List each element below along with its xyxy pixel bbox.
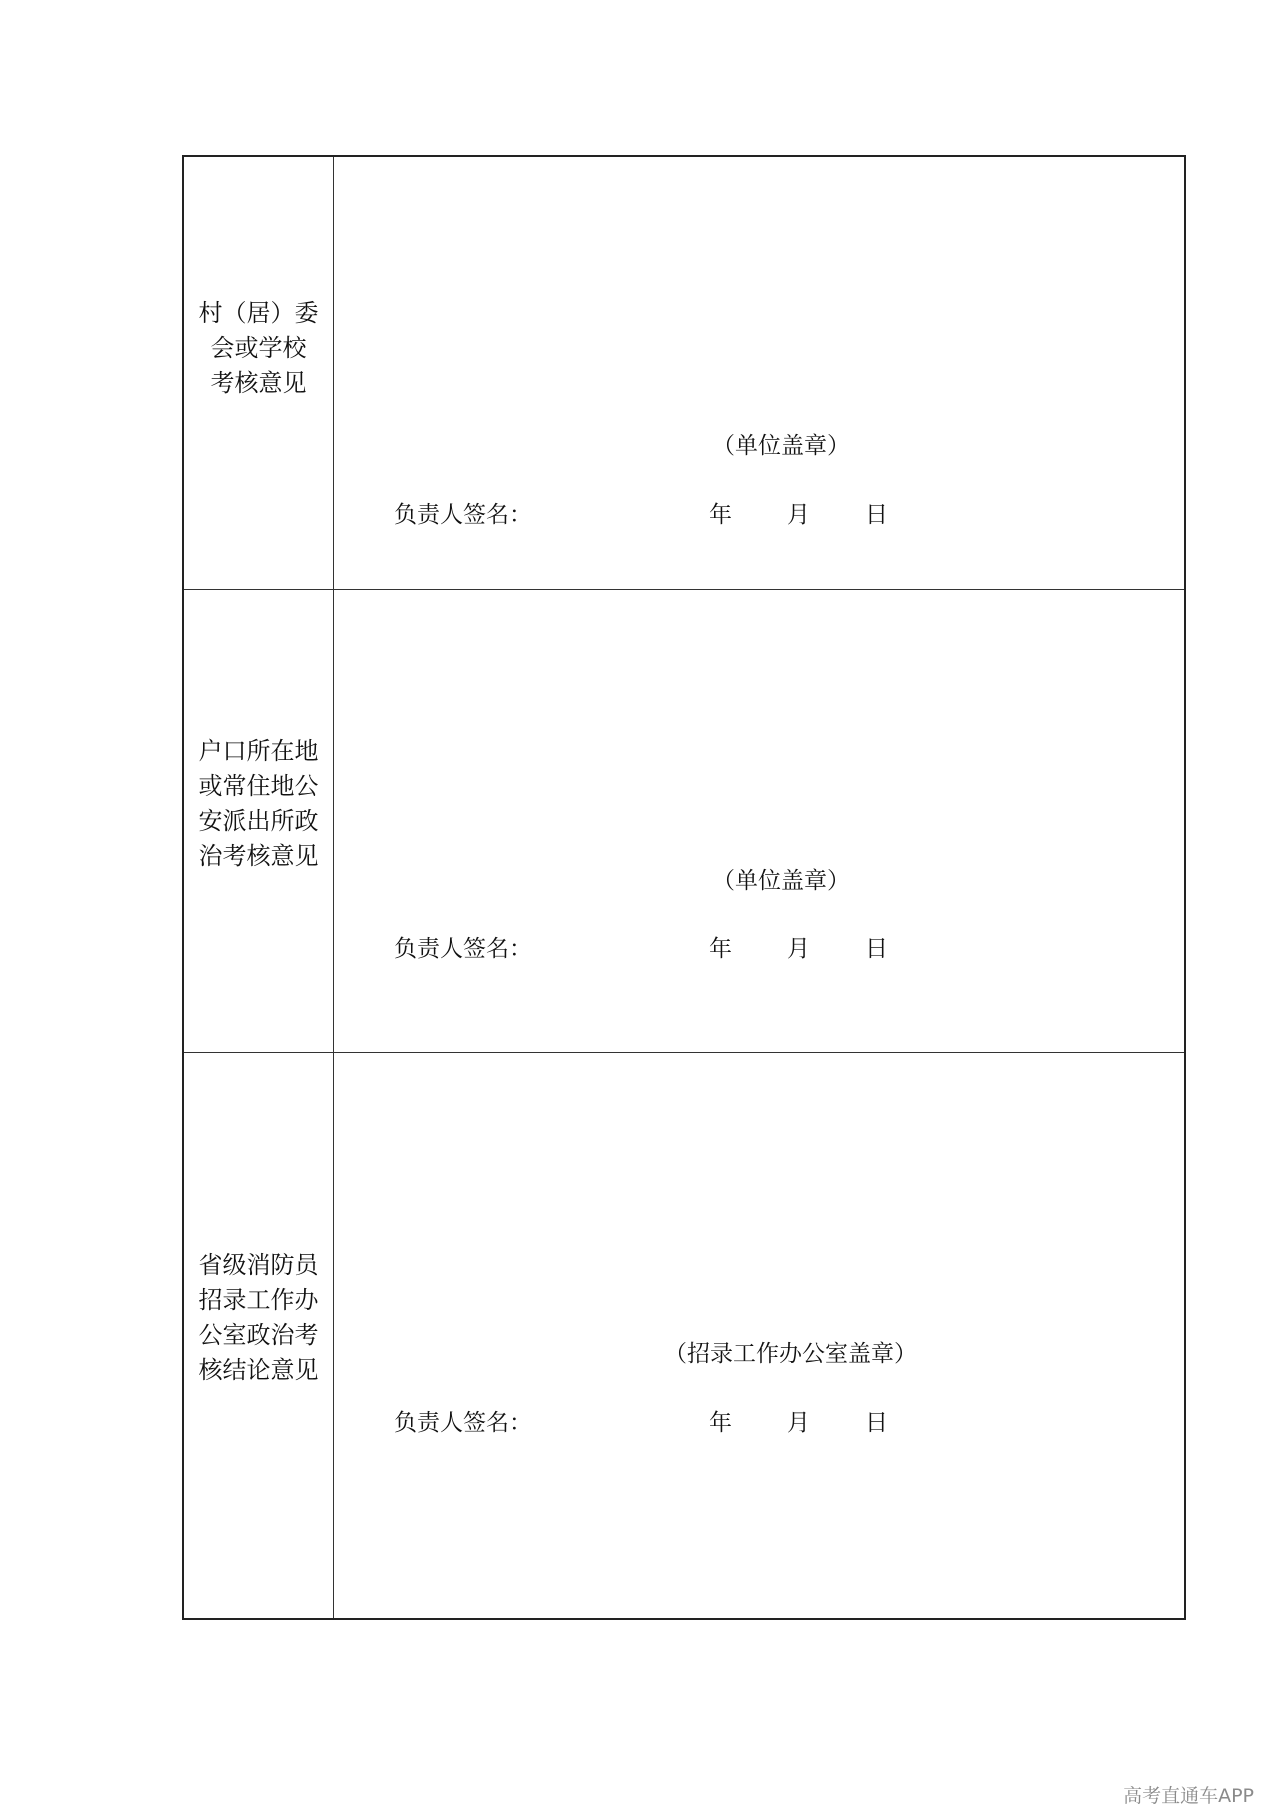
opinion-area[interactable] (334, 1053, 1184, 1618)
month-label: 月 (787, 502, 810, 528)
row-label: 村（居）委 会或学校 考核意见 (198, 298, 319, 397)
opinion-area[interactable] (334, 590, 1184, 1052)
row-label-cell (184, 1053, 333, 1618)
signature-label: 负责人签名： (394, 936, 532, 962)
day-label: 日 (865, 502, 888, 528)
row-label-cell (184, 590, 333, 1052)
month-label: 月 (787, 936, 810, 962)
form-row-recruitment-office (184, 1053, 1184, 1618)
app-watermark: 高考直通车APP (1123, 1785, 1254, 1807)
form-row-village-or-school (184, 157, 1184, 590)
political-review-form-table (182, 155, 1186, 1620)
stamp-label: （招录工作办公室盖章） (664, 1341, 917, 1367)
stamp-label: （单位盖章） (712, 868, 850, 894)
month-label: 月 (787, 1410, 810, 1436)
year-label: 年 (709, 1410, 732, 1436)
stamp-label: （单位盖章） (712, 433, 850, 459)
opinion-area[interactable] (334, 157, 1184, 589)
day-label: 日 (865, 1410, 888, 1436)
row-label: 户口所在地 或常住地公 安派出所政 治考核意见 (198, 737, 319, 870)
year-label: 年 (709, 936, 732, 962)
year-label: 年 (709, 502, 732, 528)
day-label: 日 (865, 936, 888, 962)
row-label: 省级消防员 招录工作办 公室政治考 核结论意见 (198, 1250, 319, 1384)
signature-label: 负责人签名： (394, 1410, 532, 1436)
form-row-police-station (184, 590, 1184, 1053)
signature-label: 负责人签名： (394, 502, 532, 528)
row-label-cell (184, 157, 333, 589)
